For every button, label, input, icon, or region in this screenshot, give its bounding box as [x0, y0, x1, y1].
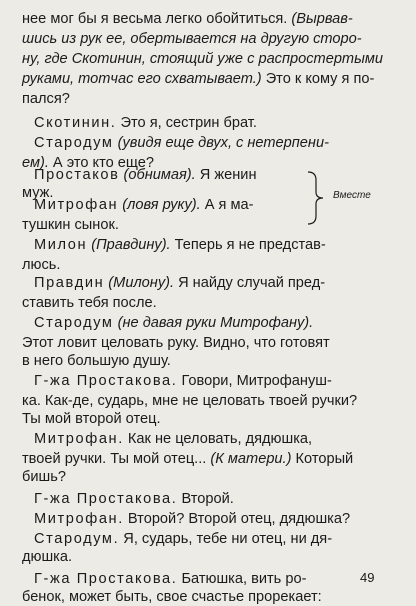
dialogue-text: А это кто еще? — [48, 155, 154, 171]
dialogue-text: Я, сударь, тебе ни отец, ни дя- — [119, 531, 333, 547]
text-line — [22, 294, 376, 312]
stage-direction: (ловя руку). — [118, 197, 201, 213]
speaker-name: Г-жа Простакова. — [34, 491, 178, 507]
speaker-name: Митрофан. — [34, 511, 124, 527]
text-line — [22, 392, 376, 410]
text-line — [34, 430, 388, 448]
dialogue-text: Я найду случай пред- — [174, 275, 326, 291]
speaker-name: Милон — [34, 237, 88, 253]
dialogue-text: тушкин сынок. — [22, 217, 119, 233]
text-line — [22, 352, 376, 370]
speaker-name: Г-жа Простакова. — [34, 373, 178, 389]
stage-direction: (Правдину). — [87, 237, 171, 253]
dialogue-text: пался? — [22, 91, 70, 107]
stage-direction: (обнимая). — [119, 167, 196, 183]
dialogue-text: Теперь я не представ- — [170, 237, 326, 253]
dialogue-text: Ты мой второй отец. — [22, 411, 161, 427]
text-line — [34, 510, 388, 528]
text-line — [22, 588, 376, 606]
text-line — [22, 90, 376, 108]
page-number: 49 — [360, 570, 375, 585]
speaker-name: Правдин — [34, 275, 105, 291]
text-line — [34, 570, 388, 588]
speaker-name: Г-жа Простакова. — [34, 571, 178, 587]
text-line — [34, 114, 388, 132]
text-line — [34, 274, 388, 292]
dialogue-text: ставить тебя после. — [22, 295, 157, 311]
text-line — [22, 256, 376, 274]
text-line — [22, 30, 376, 48]
text-line — [34, 166, 388, 184]
text-line — [22, 410, 376, 428]
dialogue-text: Это я, сестрин брат. — [116, 115, 257, 131]
dialogue-text: Как не целовать, дядюшка, — [123, 431, 313, 447]
text-line — [22, 450, 376, 468]
text-line — [22, 10, 376, 28]
dialogue-text: Это к кому я по- — [261, 71, 375, 87]
text-line — [22, 334, 376, 352]
dialogue-text: люсь. — [22, 257, 61, 273]
speaker-name: Простаков — [34, 167, 120, 183]
stage-direction: (К матери.) — [210, 451, 292, 467]
dialogue-text: Батюшка, вить ро- — [177, 571, 307, 587]
speaker-name: Стародум — [34, 315, 114, 331]
stage-direction: (не давая руки Митрофану). — [113, 315, 314, 331]
text-line — [22, 548, 376, 566]
dialogue-text: муж. — [22, 185, 54, 201]
dialogue-text: ка. Как-де, сударь, мне не целовать твоей ручки? — [22, 393, 358, 409]
dialogue-text: бенок, может быть, свое счастье прорекает: — [22, 589, 322, 605]
text-line — [34, 530, 388, 548]
dialogue-text: А я ма- — [200, 197, 254, 213]
stage-direction: шись из рук ее, обертывается на другую сторо- — [22, 31, 362, 47]
dialogue-text: бишь? — [22, 469, 66, 485]
speaker-name: Стародум — [34, 135, 114, 151]
dialogue-text: нее мог бы я весьма легко обойтиться. — [22, 11, 292, 27]
dialogue-text: Говори, Митрофануш- — [177, 373, 332, 389]
stage-direction: (увидя еще двух, с нетерпени- — [113, 135, 329, 151]
stage-direction: ну, где Скотинин, стоящий уже с распростертыми — [22, 51, 383, 67]
text-line — [22, 468, 376, 486]
text-line — [34, 372, 388, 390]
dialogue-text: Второй? Второй отец, дядюшка? — [123, 511, 351, 527]
speaker-name: Митрофан — [34, 197, 119, 213]
speaker-name: Стародум. — [34, 531, 120, 547]
text-line — [34, 236, 388, 254]
dialogue-text: Этот ловит целовать руку. Видно, что готовят — [22, 335, 330, 351]
dialogue-text: Я женин — [195, 167, 257, 183]
text-line — [22, 70, 376, 88]
dialogue-text: твоей ручки. Ты мой отец... — [22, 451, 211, 467]
stage-direction: (Вырвав- — [291, 11, 353, 27]
stage-direction: ем). — [22, 155, 49, 171]
brace-mark — [305, 170, 325, 226]
text-line — [22, 50, 383, 68]
text-line — [34, 314, 388, 332]
dialogue-text: в него большую душу. — [22, 353, 171, 369]
dialogue-text: дюшка. — [22, 549, 73, 565]
dialogue-text: Который — [291, 451, 354, 467]
text-line — [34, 134, 388, 152]
stage-direction: руками, тотчас его схватывает.) — [22, 71, 262, 87]
vmeste-note: Вместе — [333, 190, 371, 201]
text-line — [34, 490, 388, 508]
dialogue-text: Второй. — [177, 491, 234, 507]
speaker-name: Скотинин. — [34, 115, 117, 131]
stage-direction: (Милону). — [104, 275, 175, 291]
speaker-name: Митрофан. — [34, 431, 124, 447]
